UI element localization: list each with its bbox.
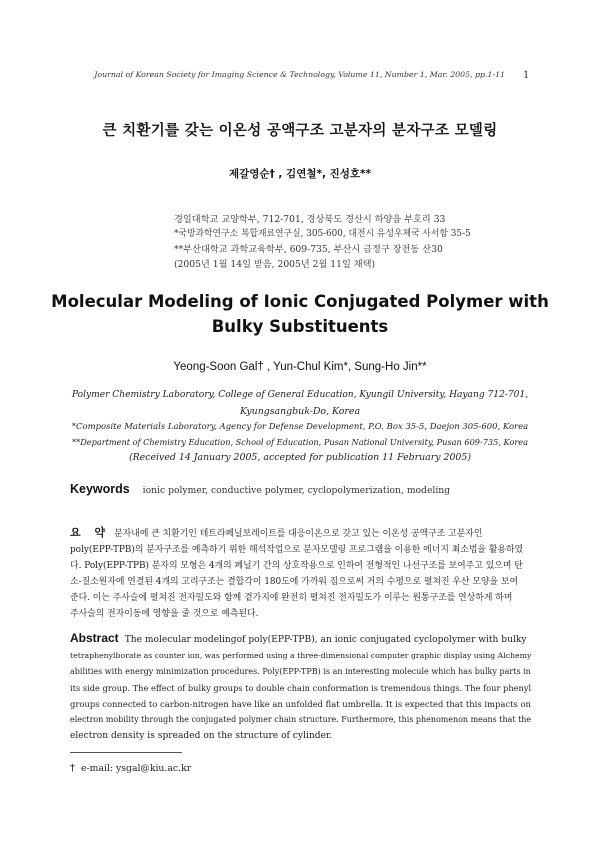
english-received-dates: (Received 14 January 2005, accepted for publication 11 February 2005) (128, 452, 472, 463)
english-abstract-label: Abstract (70, 631, 119, 645)
journal-header: Journal of Korean Society for Imaging Science & Technology, Volume 11, Number 1, Mar. 2005, pp.1-11 (94, 70, 505, 79)
english-abstract-line: its side group. The effect of bulky groups to double chain conformation is tremendous things. The four phenyl (70, 683, 532, 693)
korean-abstract-label: 요 약 (70, 526, 111, 539)
korean-affiliation-line: 경일대학교 교양학부, 712-701, 경상북도 경산시 하양읍 부호리 33 (174, 214, 446, 225)
korean-abstract-line: 소-질소원자에 연결된 4개의 고리구조는 결합각이 180도에 가까워 짐으로써 거의 수평으로 펼쳐진 우산 모양을 보여 (70, 577, 519, 587)
keywords-label: Keywords (70, 482, 130, 496)
english-affiliation-line: *Composite Materials Laboratory, Agency for Defense Development, P.O. Box 35-5, Daejon 305-600, Korea (71, 421, 529, 431)
dagger-symbol: † (70, 763, 75, 774)
keywords (70, 482, 540, 496)
english-affiliation-line: **Department of Chemistry Education, School of Education, Pusan National University, Pusan 609-735, Korea (72, 436, 528, 447)
english-title-line: Bulky Substituents (211, 317, 389, 336)
page-number: 1 (523, 70, 530, 81)
korean-received-dates: (2005년 1월 14일 받음, 2005년 2월 11일 채택) (174, 259, 376, 270)
korean-abstract-text: 분자내에 큰 치환기인 테트라페닐보레이트를 대응이온으로 갖고 있는 이온성 공액구조 고분자인 (114, 529, 483, 539)
english-abstract-text: The molecular modelingof poly(EPP-TPB), an ionic conjugated cyclopolymer with bulky (124, 635, 527, 645)
footnote (70, 763, 191, 774)
korean-affiliations (174, 212, 474, 272)
english-title-line: Molecular Modeling of Ionic Conjugated Polymer with (51, 292, 549, 311)
korean-affiliation-line: **부산대학교 과학교육학부, 609-735, 부산시 금정구 장전동 산30 (174, 244, 443, 255)
korean-title: 큰 치환기를 갖는 이온성 공액구조 고분자의 분자구조 모델링 (102, 123, 498, 139)
footnote-email: e-mail: ysgal@kiu.ac.kr (81, 763, 192, 774)
korean-abstract-line: 다. Poly(EPP-TPB) 분자의 모형은 4개의 페닐기 간의 상호작용으로 인하여 전형적인 나선구조를 보여주고 있으며 탄 (70, 561, 523, 571)
english-affiliation-line: Polymer Chemistry Laboratory, College of General Education, Kyungil University, Hayang 712-701, (71, 390, 529, 400)
english-abstract-line (70, 630, 536, 648)
english-title (30, 289, 570, 339)
english-abstract-line: groups connected to carbon-nitrogen have like an unfolded flat umbrella. It is expected that this impacts on (70, 699, 531, 709)
korean-abstract-line (70, 525, 536, 542)
korean-abstract-line: poly(EPP-TPB)의 분자구조를 예측하기 위한 해석작업으로 분자모델링 프로그램을 이용한 에너지 최소법을 활용하였 (70, 545, 524, 555)
footnote-divider (70, 752, 182, 753)
english-affiliations (70, 388, 530, 466)
english-abstract (70, 630, 536, 744)
korean-abstract-line: 주사슬의 전자이동에 영향을 줄 것으로 예측된다. (70, 609, 259, 619)
keywords-text: ionic polymer, conductive polymer, cyclopolymerization, modeling (142, 485, 451, 496)
korean-abstract (70, 525, 536, 622)
english-affiliation-line: Kyungsangbuk-Do, Korea (239, 405, 361, 417)
english-authors: Yeong-Soon Gal† , Yun-Chul Kim*, Sung-Ho Jin** (173, 361, 427, 373)
korean-affiliation-line: *국방과학연구소 복합재료연구실, 305-600, 대전시 유성우체국 사서함 35-5 (174, 229, 471, 239)
korean-abstract-line: 준다. 이는 주사슬에 펼쳐진 전자밀도와 함께 곁가지에 완전히 펼쳐진 전자밀도가 이루는 원통구조를 연상하게 하며 (70, 593, 513, 603)
english-abstract-line: electron density is spreaded on the structure of cylinder. (70, 731, 333, 741)
korean-authors: 제갈영순† , 김연철*, 진성호** (228, 168, 372, 180)
english-abstract-line: abilities with energy minimization procedures. Poly(EPP-TPB) is an interesting molecule which has bulky parts in (70, 667, 531, 676)
english-abstract-line: electron mobility through the conjugated polymer chain structure. Furthermore, this phenomenon means that the (70, 715, 532, 724)
english-abstract-line: tetraphenylborate as counter ion, was performed using a three-dimensional computer graphic display using Alchemy (70, 651, 532, 660)
